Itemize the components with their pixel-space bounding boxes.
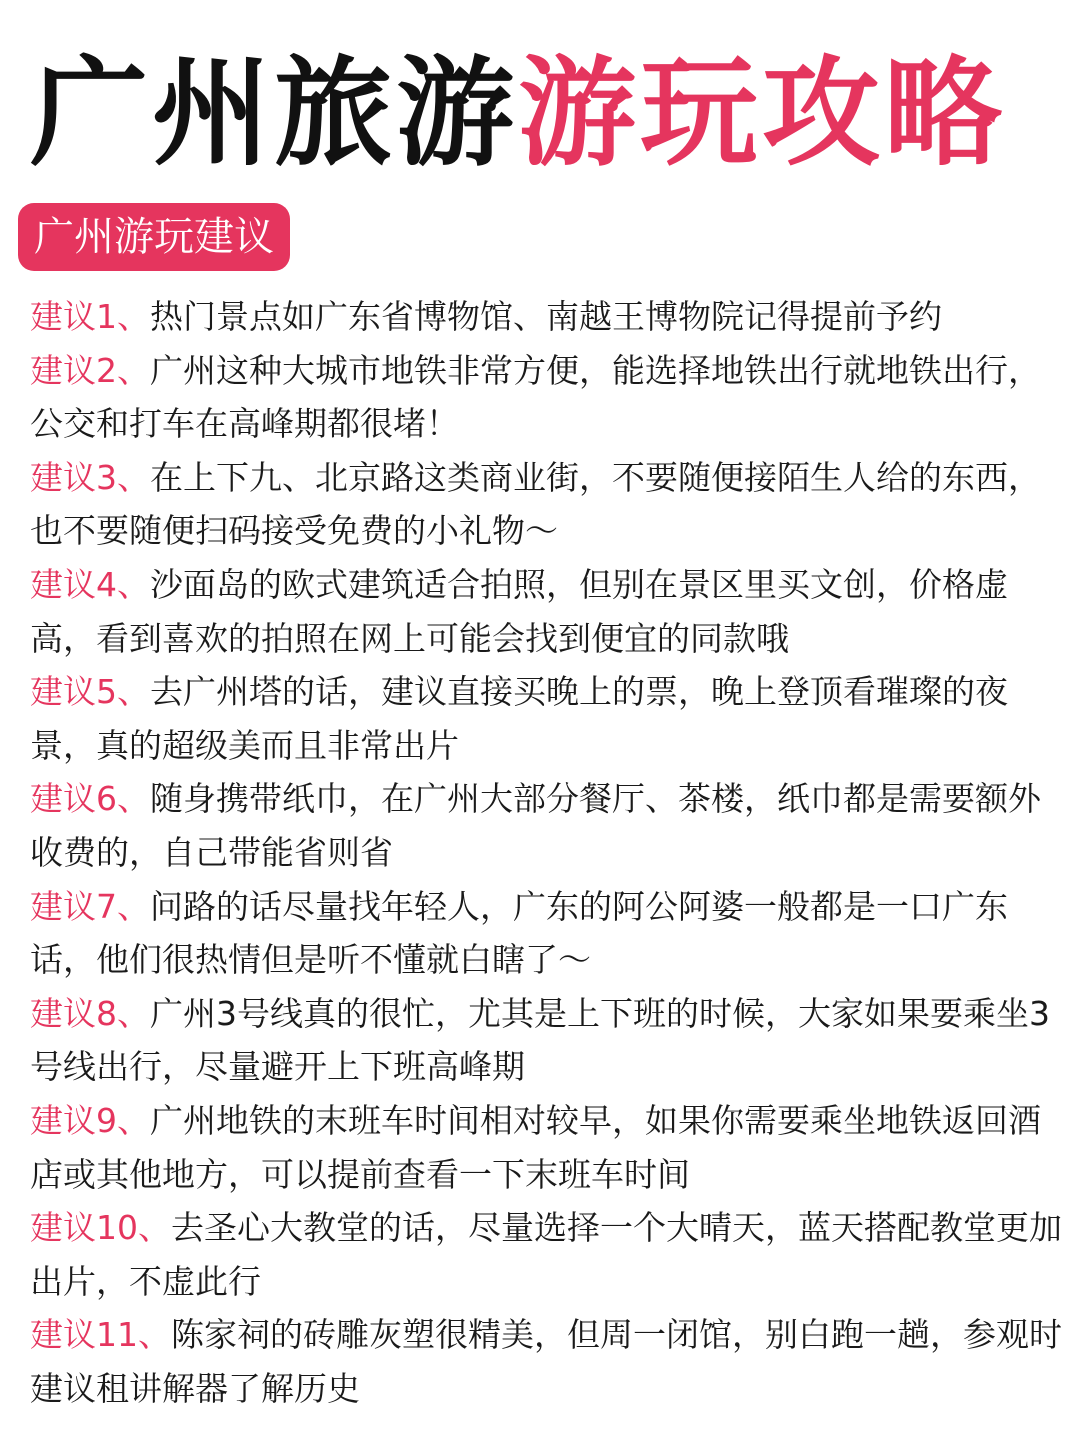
suggestion-item-11 (30, 1308, 1065, 1415)
suggestion-prefix: 建议1、 (30, 297, 150, 336)
page-title-part1: 广州旅游 (30, 44, 519, 182)
page-title (30, 38, 1060, 188)
suggestion-prefix: 建议5、 (30, 672, 150, 712)
suggestion-text: 热门景点如广东省博物馆、南越王博物院记得提前予约 (150, 297, 942, 336)
suggestion-prefix: 建议4、 (30, 564, 150, 604)
suggestion-prefix: 建议2、 (30, 350, 150, 390)
suggestion-item-8 (30, 987, 1065, 1094)
suggestion-item-4 (30, 558, 1065, 665)
suggestion-item-7 (30, 880, 1065, 987)
suggestion-text: 沙面岛的欧式建筑适合拍照，但别在景区里买文创，价格虚高，看到喜欢的拍照在网上可能会找到便宜的同款哦 (30, 564, 1008, 658)
suggestion-text: 在上下九、北京路这类商业街，不要随便接陌生人给的东西，也不要随便扫码接受免费的小礼物～ (30, 457, 1041, 551)
suggestion-item-1 (30, 290, 1065, 344)
suggestion-prefix: 建议8、 (30, 993, 150, 1033)
suggestion-item-6 (30, 772, 1065, 879)
suggestion-list (30, 290, 1065, 1415)
suggestion-item-10 (30, 1201, 1065, 1308)
suggestion-prefix: 建议3、 (30, 457, 150, 497)
suggestion-text: 广州3号线真的很忙，尤其是上下班的时候，大家如果要乘坐3号线出行，尽量避开上下班高峰期 (30, 993, 1050, 1087)
suggestion-text: 问路的话尽量找年轻人，广东的阿公阿婆一般都是一口广东话，他们很热情但是听不懂就白瞎了～ (30, 886, 1008, 980)
page-title-part2: 游玩攻略 (518, 44, 1007, 182)
suggestion-text: 广州地铁的末班车时间相对较早，如果你需要乘坐地铁返回酒店或其他地方，可以提前查看一下末班车时间 (30, 1100, 1041, 1194)
section-tag: 广州游玩建议 (18, 203, 290, 271)
suggestion-text: 陈家祠的砖雕灰塑很精美，但周一闭馆，别白跑一趟，参观时建议租讲解器了解历史 (30, 1315, 1062, 1408)
suggestion-text: 去圣心大教堂的话，尽量选择一个大晴天，蓝天搭配教堂更加出片，不虚此行 (30, 1208, 1062, 1301)
suggestion-item-3 (30, 451, 1065, 558)
suggestion-text: 去广州塔的话，建议直接买晚上的票，晚上登顶看璀璨的夜景，真的超级美而且非常出片 (30, 672, 1008, 765)
suggestion-item-5 (30, 665, 1065, 772)
suggestion-item-9 (30, 1094, 1065, 1201)
suggestion-text: 随身携带纸巾，在广州大部分餐厅、茶楼，纸巾都是需要额外收费的，自己带能省则省 (30, 779, 1041, 872)
suggestion-prefix: 建议9、 (30, 1100, 150, 1140)
suggestion-item-2 (30, 344, 1065, 451)
suggestion-prefix: 建议6、 (30, 779, 150, 819)
suggestion-prefix: 建议11、 (30, 1315, 171, 1355)
suggestion-prefix: 建议7、 (30, 886, 150, 926)
suggestion-prefix: 建议10、 (30, 1208, 171, 1248)
suggestion-text: 广州这种大城市地铁非常方便，能选择地铁出行就地铁出行，公交和打车在高峰期都很堵！ (30, 350, 1041, 444)
